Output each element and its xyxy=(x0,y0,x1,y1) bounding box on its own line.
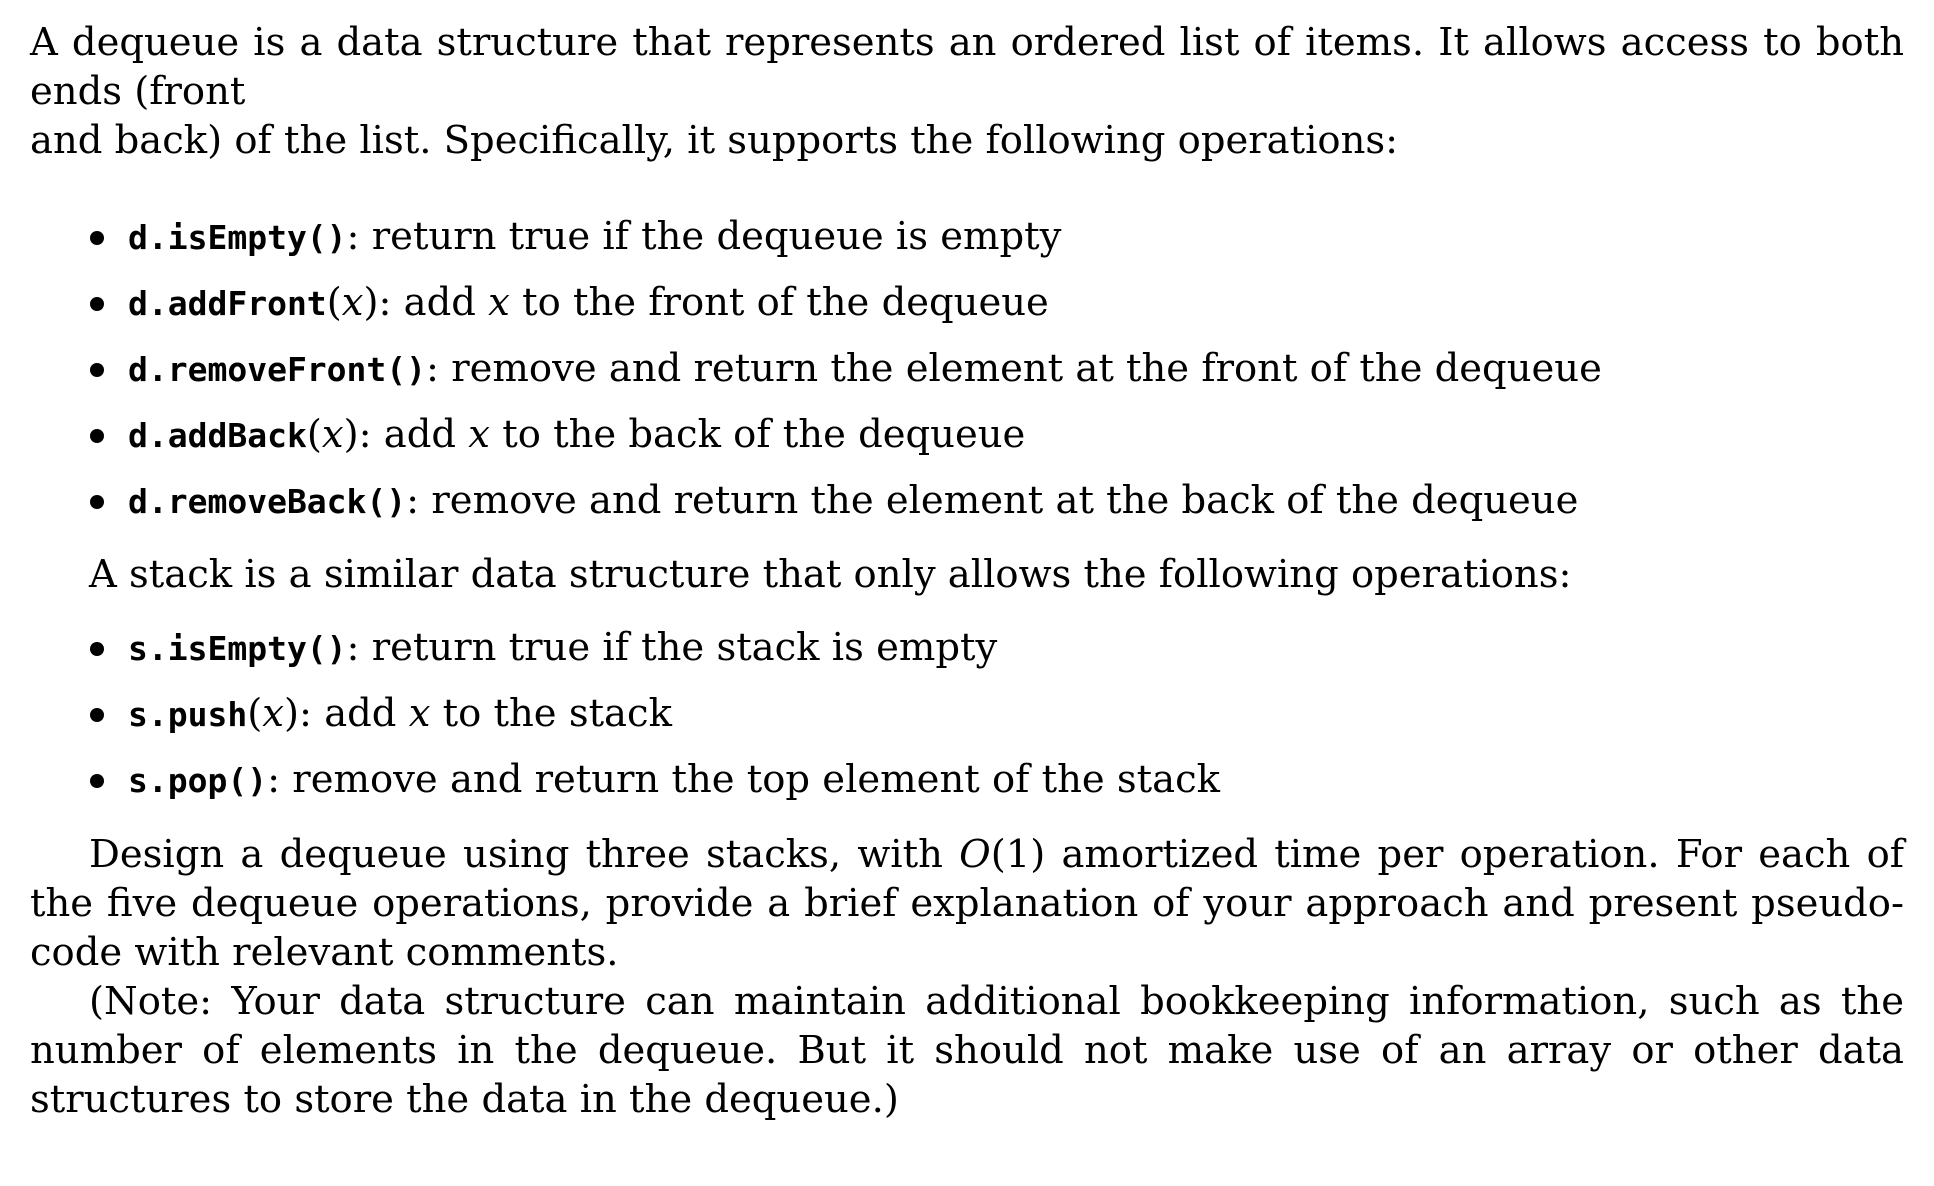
bullet-icon xyxy=(90,708,104,722)
operation-var: x xyxy=(488,280,510,325)
operation-name: d.addFront xyxy=(128,284,327,323)
bullet-icon xyxy=(90,495,104,509)
operation-text-a: add xyxy=(324,691,409,736)
operation-separator: : xyxy=(426,346,452,391)
operation-paren-open: ( xyxy=(247,691,263,736)
list-item xyxy=(30,410,1904,459)
complexity-value: (1) xyxy=(990,832,1046,877)
list-item xyxy=(30,476,1904,525)
list-item xyxy=(30,212,1904,261)
bullet-icon xyxy=(90,429,104,443)
operation-paren-close: ): xyxy=(343,412,384,457)
operation-paren-close: ): xyxy=(363,280,404,325)
operation-text-b: to the stack xyxy=(430,691,672,736)
bullet-icon xyxy=(90,642,104,656)
operation-description: return true if the stack is empty xyxy=(371,625,998,670)
list-item xyxy=(30,623,1904,672)
operation-paren-open: ( xyxy=(306,412,322,457)
stack-intro xyxy=(30,550,1904,599)
operation-name: d.removeFront() xyxy=(128,350,427,389)
operation-separator: : xyxy=(406,478,432,523)
operation-text-b: to the front of the dequeue xyxy=(509,280,1049,325)
intro-line-2: and back) of the list. Specifically, it supports the following operations: xyxy=(30,118,1399,163)
operation-description: remove and return the element at the front of the dequeue xyxy=(451,346,1602,391)
operation-name: d.addBack xyxy=(128,416,307,455)
operation-var: x xyxy=(468,412,490,457)
operation-name: s.pop() xyxy=(128,761,268,800)
operation-name: d.isEmpty() xyxy=(128,218,347,257)
operation-name: s.isEmpty() xyxy=(128,629,347,668)
list-item xyxy=(30,278,1904,327)
stack-operations-list xyxy=(30,623,1904,804)
bullet-icon xyxy=(90,297,104,311)
bullet-icon xyxy=(90,774,104,788)
operation-text-b: to the back of the dequeue xyxy=(490,412,1026,457)
operation-paren-open: ( xyxy=(326,280,342,325)
task-text-2: amortized time per operation. For each of the five dequeue operations, provide a brief explanation of your approach and present pseudo-code with relevant comments. xyxy=(30,832,1904,975)
bullet-icon xyxy=(90,231,104,245)
operation-arg: x xyxy=(321,412,344,457)
task-text-1: Design a dequeue using three stacks, with xyxy=(89,832,960,877)
intro-paragraph xyxy=(30,18,1904,165)
operation-paren-close: ): xyxy=(283,691,325,736)
big-o-symbol: O xyxy=(959,832,991,877)
dequeue-operations-list xyxy=(30,212,1904,525)
note-paragraph xyxy=(30,977,1904,1124)
operation-var: x xyxy=(408,691,431,736)
operation-description: return true if the dequeue is empty xyxy=(371,214,1062,259)
operation-arg: x xyxy=(262,691,284,736)
operation-description: remove and return the element at the back of the dequeue xyxy=(431,478,1579,523)
operation-arg: x xyxy=(341,280,364,325)
operation-name: d.removeBack() xyxy=(128,482,407,521)
operation-separator: : xyxy=(267,757,293,802)
bullet-icon xyxy=(90,363,104,377)
task-paragraph xyxy=(30,830,1904,977)
document-page xyxy=(30,18,1904,1124)
operation-separator: : xyxy=(346,214,372,259)
operation-text-a: add xyxy=(403,280,489,325)
operation-separator: : xyxy=(346,625,372,670)
stack-intro-text: A stack is a similar data structure that only allows the following operations: xyxy=(89,552,1572,597)
note-text: (Note: Your data structure can maintain additional bookkeeping information, such as the number of elements in the dequeue. But it should not make use of an array or other data structures to store the data in the dequeue.) xyxy=(30,979,1904,1122)
operation-text-a: add xyxy=(383,412,469,457)
list-item xyxy=(30,755,1904,804)
operation-description: remove and return the top element of the stack xyxy=(292,757,1221,802)
intro-line-1: A dequeue is a data structure that represents an ordered list of items. It allows access to both ends (front xyxy=(30,20,1904,114)
list-item xyxy=(30,344,1904,393)
list-item xyxy=(30,689,1904,738)
operation-name: s.push xyxy=(128,695,248,734)
